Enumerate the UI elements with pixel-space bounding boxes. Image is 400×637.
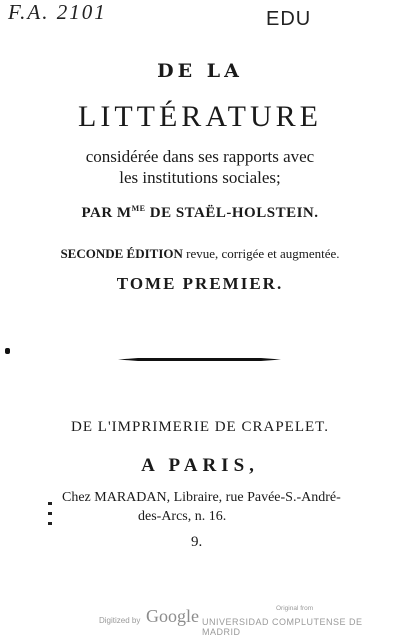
book-title: LITTÉRATURE <box>78 100 322 133</box>
author-line <box>0 204 400 222</box>
publisher-address-line-1: Chez MARADAN, Libraire, rue Pavée-S.-André- <box>62 490 341 505</box>
decorative-rule <box>118 357 281 361</box>
handwritten-edu-note: EDU <box>266 8 312 30</box>
subtitle-line-1: considérée dans ses rapports avec <box>85 147 315 166</box>
signature-mark: 9. <box>191 534 203 550</box>
volume-label: TOME PREMIER. <box>116 274 284 293</box>
margin-mark <box>48 502 52 505</box>
digitized-by-label: Digitized by <box>99 616 141 625</box>
handwritten-shelfmark: F.A. 2101 <box>8 0 107 24</box>
publication-city: A PARIS, <box>141 455 259 476</box>
author-name: DE STAËL-HOLSTEIN. <box>145 205 319 221</box>
edition-line <box>0 246 400 262</box>
edition-label: SECONDE ÉDITION <box>60 246 183 261</box>
printer-imprint: DE L'IMPRIMERIE DE CRAPELET. <box>71 419 329 435</box>
original-from-label: Original from <box>276 605 314 612</box>
publisher-address-line-2: des-Arcs, n. 16. <box>138 509 227 524</box>
title-prefix: DE LA <box>157 60 243 82</box>
google-logo: Google <box>146 606 199 626</box>
subtitle-line-2: les institutions sociales; <box>119 168 281 187</box>
edition-description: revue, corrigée et augmentée. <box>182 246 340 261</box>
author-prefix: PAR M <box>81 205 132 221</box>
margin-mark <box>48 522 52 525</box>
margin-mark <box>48 512 52 515</box>
university-label: UNIVERSIDAD COMPLUTENSE DE MADRID <box>202 617 363 637</box>
ink-spot <box>5 348 10 354</box>
author-title-superscript: ME <box>131 204 146 213</box>
